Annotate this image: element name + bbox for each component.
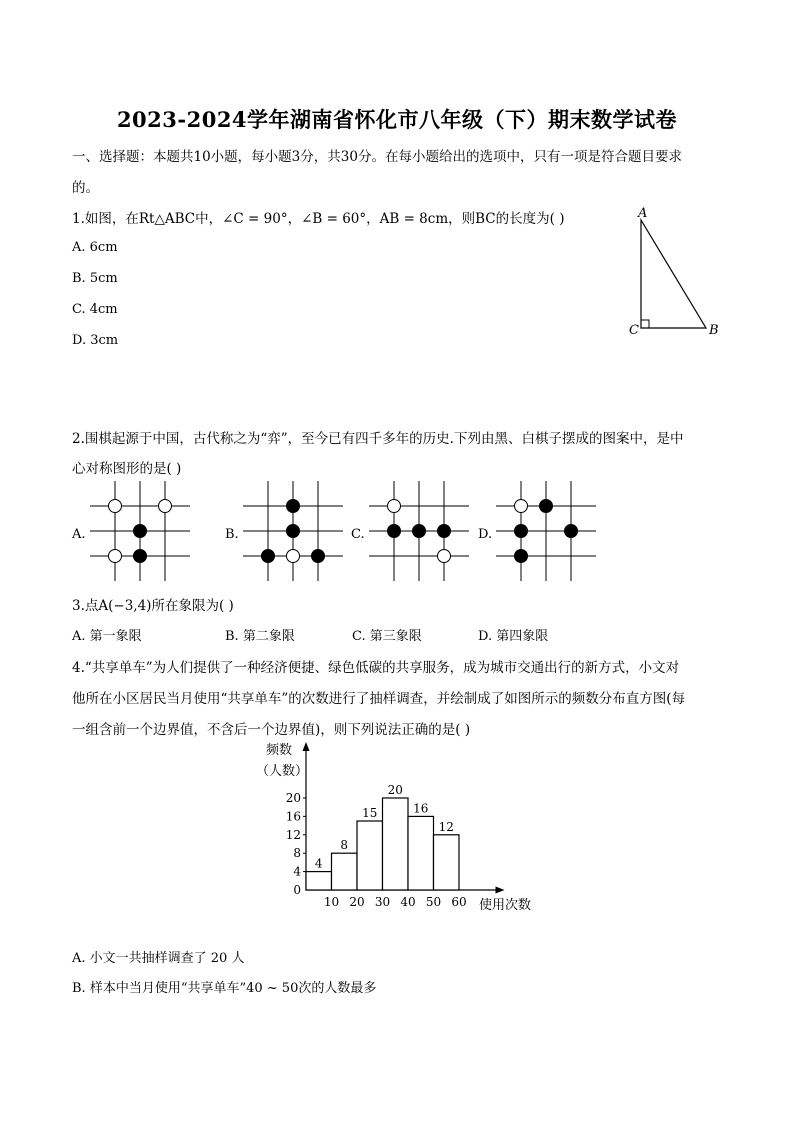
histogram-bar <box>357 821 383 890</box>
q4-stem-line2: 他所在小区居民当月使用“共享单车”的次数进行了抽样调查，并绘制成了如图所示的频数分布直方图(每 <box>72 691 686 707</box>
q3-option-d[interactable]: D. 第四象限 <box>478 629 549 644</box>
bar-value-label: 12 <box>438 819 454 834</box>
black-stone <box>262 550 275 563</box>
triangle-abc <box>641 220 706 328</box>
y-tick-label: 16 <box>285 809 301 824</box>
bar-value-label: 4 <box>314 856 323 871</box>
y-axis-title-line2: （人数） <box>256 764 309 779</box>
page-title: 2023-2024学年湖南省怀化市八年级（下）期末数学试卷 <box>116 107 678 132</box>
black-stone <box>413 525 426 538</box>
triangle-figure <box>620 200 730 342</box>
x-tick-label: 40 <box>400 895 416 909</box>
go-board-d <box>496 481 596 581</box>
histogram-bar <box>306 872 332 890</box>
q4-option-a[interactable]: A. 小文一共抽样调查了 20 人 <box>72 951 245 966</box>
black-stone <box>287 525 300 538</box>
white-stone <box>159 500 172 513</box>
q4-stem-line3: 一组含前一个边界值，不含后一个边界值)，则下列说法正确的是( ) <box>72 722 471 738</box>
bar-value-label: 20 <box>387 783 403 797</box>
black-stone <box>565 525 578 538</box>
q2-stem-line1: 2.围棋起源于中国，古代称之为“弈”，至今已有四千多年的历史.下列由黑、白棋子摆成的图案中，是中 <box>72 431 684 447</box>
y-tick-label: 0 <box>293 883 301 897</box>
go-board-a <box>90 481 190 581</box>
q3-option-b[interactable]: B. 第二象限 <box>225 629 295 644</box>
black-stone <box>515 550 528 563</box>
q2-option-d-label[interactable]: D. <box>478 527 493 542</box>
vertex-b-label: B <box>709 323 719 338</box>
q1-stem: 1.如图，在Rt△ABC中，∠C = 90°，∠B = 60°，AB = 8cm，则BC的长度为( ) <box>72 211 565 227</box>
section-instructions-line1: 一、选择题：本题共10小题，每小题3分，共30分。在每小题给出的选项中，只有一项是符合题目要求 <box>72 149 682 165</box>
white-stone <box>388 500 401 513</box>
white-stone <box>438 550 451 563</box>
black-stone <box>438 525 451 538</box>
bar-value-label: 16 <box>413 801 429 816</box>
y-tick-label: 8 <box>293 846 301 861</box>
vertex-c-label: C <box>629 323 639 338</box>
black-stone <box>134 525 147 538</box>
q3-option-a[interactable]: A. 第一象限 <box>72 629 142 644</box>
x-tick-label: 60 <box>451 895 467 909</box>
y-tick-label: 4 <box>293 864 301 879</box>
x-axis-title: 使用次数 <box>479 898 532 913</box>
black-stone <box>134 550 147 563</box>
q2-option-c-label[interactable]: C. <box>351 527 365 542</box>
histogram-bar <box>434 835 460 890</box>
go-board-figures <box>60 478 620 588</box>
histogram-bar <box>408 816 434 890</box>
y-tick-label: 20 <box>285 791 301 805</box>
q2-stem-line2: 心对称图形的是( ) <box>72 461 182 477</box>
q1-option-b[interactable]: B. 5cm <box>72 271 118 286</box>
q1-option-d[interactable]: D. 3cm <box>72 333 119 348</box>
right-angle-mark <box>641 320 649 328</box>
q4-option-b[interactable]: B. 样本中当月使用“共享单车”40 ~ 50次的人数最多 <box>72 981 377 996</box>
go-board-c <box>369 481 469 581</box>
x-tick-label: 20 <box>349 895 365 909</box>
white-stone <box>515 500 528 513</box>
y-axis-title-line1: 频数 <box>266 743 293 758</box>
y-tick-label: 12 <box>285 827 301 842</box>
black-stone <box>540 500 553 513</box>
white-stone <box>109 500 122 513</box>
bar-value-label: 8 <box>340 838 349 853</box>
black-stone <box>287 500 300 513</box>
q2-option-a-label[interactable]: A. <box>72 527 86 542</box>
section-instructions-line2: 的。 <box>72 180 99 196</box>
x-tick-label: 50 <box>425 895 442 909</box>
x-tick-label: 30 <box>374 895 391 909</box>
vertex-a-label: A <box>638 206 648 221</box>
x-tick-label: 10 <box>323 895 340 909</box>
bar-value-label: 15 <box>362 806 378 820</box>
white-stone <box>109 550 122 563</box>
q3-option-c[interactable]: C. 第三象限 <box>352 629 422 644</box>
q4-stem-line1: 4.“共享单车”为人们提供了一种经济便捷、绿色低碳的共享服务，成为城市交通出行的新方式，小文对 <box>72 660 680 676</box>
q1-option-a[interactable]: A. 6cm <box>72 240 118 255</box>
histogram-chart <box>250 740 550 920</box>
x-axis-arrow <box>496 887 505 894</box>
q2-option-b-label[interactable]: B. <box>225 527 239 542</box>
black-stone <box>312 550 325 563</box>
go-board-b <box>243 481 343 581</box>
histogram-bar <box>332 853 358 890</box>
white-stone <box>287 550 300 563</box>
q1-option-c[interactable]: C. 4cm <box>72 302 118 317</box>
black-stone <box>515 525 528 538</box>
q3-stem: 3.点A(−3,4)所在象限为( ) <box>72 598 234 614</box>
y-axis-arrow <box>303 742 310 751</box>
black-stone <box>388 525 401 538</box>
histogram-bar <box>383 798 409 890</box>
